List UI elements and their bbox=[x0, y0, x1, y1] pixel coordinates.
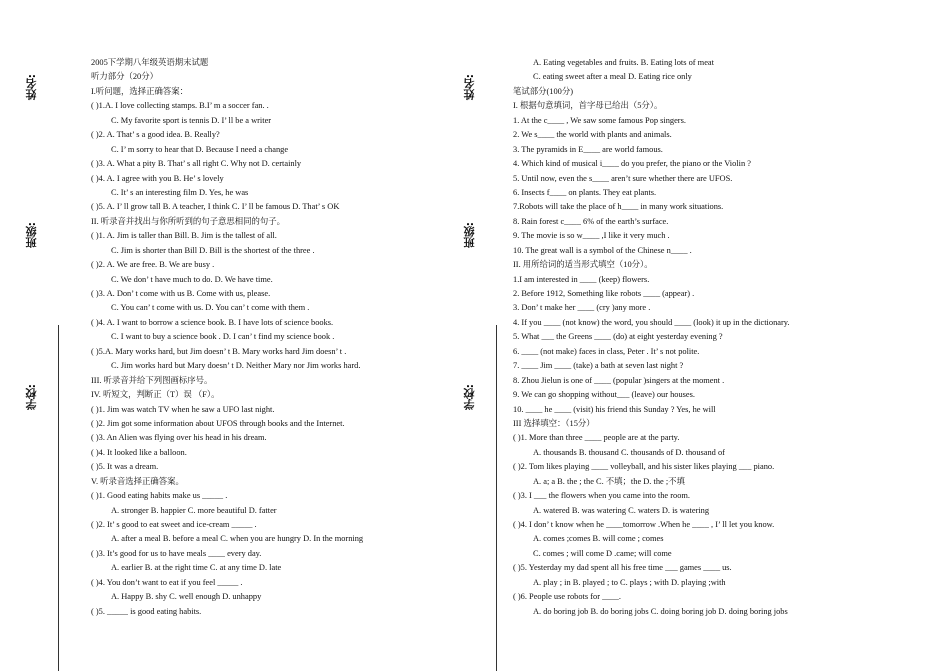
left-column-line: C. We don’ t have much to do. D. We have time. bbox=[111, 274, 273, 284]
class-label-right: 班级: bbox=[463, 222, 476, 249]
left-column-line: 听力部分（20分） bbox=[91, 72, 158, 82]
left-column-line: ( )1. Good eating habits make us _____ . bbox=[91, 491, 228, 501]
left-column-line: ( )5.A. Mary works hard, but Jim doesn’ t B. Mary works hard Jim doesn’ t . bbox=[91, 346, 347, 356]
left-column-line: C. It’ s an interesting film D. Yes, he was bbox=[111, 187, 249, 197]
left-column-line: ( )1.A. I love collecting stamps. B.I’ m a soccer fan. . bbox=[91, 101, 269, 111]
right-column-line: 10. ____ he ____ (visit) his friend this Sunday ? Yes, he will bbox=[513, 404, 716, 414]
right-column-line: 4. If you ____ (not know) the word, you should ____ (look) it up in the dictionary. bbox=[513, 317, 790, 327]
left-column-line: C. You can’ t come with us. D. You can’ t come with them . bbox=[111, 303, 310, 313]
left-column-line: C. My favorite sport is tennis D. I’ ll be a writer bbox=[111, 115, 272, 125]
left-column-line: A. stronger B. happier C. more beautiful D. fatter bbox=[111, 505, 277, 515]
right-column-line: 7.Robots will take the place of h____ in many work situations. bbox=[513, 202, 724, 212]
right-column-line: 3. The pyramids in E____ are world famous. bbox=[513, 144, 663, 154]
left-column-line: ( )4. You don’t want to eat if you feel _____ . bbox=[91, 577, 243, 587]
left-column-line: ( )4. It looked like a balloon. bbox=[91, 447, 187, 457]
right-column-line: 1.I am interested in ____ (keep) flowers. bbox=[513, 274, 650, 284]
right-column-line: ( )2. Tom likes playing ____ volleyball, and his sister likes playing ___ piano. bbox=[513, 462, 775, 472]
left-column bbox=[91, 56, 441, 619]
right-column-line: A. Eating vegetables and fruits. B. Eating lots of meat bbox=[533, 58, 714, 67]
class-label: 班级: bbox=[25, 222, 38, 249]
right-column-line: ( )4. I don’ t know when he ____tomorrow .When he ____ , I’ ll let you know. bbox=[513, 520, 775, 529]
right-column-line: A. comes ;comes B. will come ; comes bbox=[533, 534, 664, 544]
name-label: 姓名: bbox=[25, 74, 38, 101]
right-column-line: 10. The great wall is a symbol of the Chinese n____ . bbox=[513, 245, 692, 255]
right-column-line: 笔试部分(100分) bbox=[513, 86, 574, 96]
right-column-line: 9. The movie is so w____ ,I like it very much . bbox=[513, 231, 670, 241]
left-column-line: A. Happy B. shy C. well enough D. unhappy bbox=[111, 592, 262, 602]
left-column-line: ( )2. A. That’ s a good idea. B. Really? bbox=[91, 130, 220, 140]
right-column-line: ( )6. People use robots for ____. bbox=[513, 592, 621, 602]
right-column-line: 5. What ___ the Greens ____ (do) at eight yesterday evening ? bbox=[513, 332, 723, 342]
left-column-line: ( )4. A. I agree with you B. He’ s lovely bbox=[91, 173, 224, 183]
left-column-line: ( )4. A. I want to borrow a science book. B. I have lots of science books. bbox=[91, 317, 334, 327]
right-column-line: 2. Before 1912, Something like robots ____ (appear) . bbox=[513, 289, 695, 298]
left-column-line: ( )3. An Alien was flying over his head in his dream. bbox=[91, 433, 267, 443]
left-column-line: II. 听录音并找出与你所听到的句子意思相同的句子。 bbox=[91, 216, 286, 226]
left-column-line: C. Jim is shorter than Bill D. Bill is the shortest of the three . bbox=[111, 245, 315, 255]
right-column-line: A. thousands B. thousand C. thousands of D. thousand of bbox=[533, 447, 725, 457]
right-column-line: ( )3. I ___ the flowers when you came into the room. bbox=[513, 491, 690, 501]
school-label-right: 学校: bbox=[463, 384, 476, 411]
left-column-line: ( )2. It’ s good to eat sweet and ice-cream _____ . bbox=[91, 520, 257, 529]
left-column-line: ( )1. Jim was watch TV when he saw a UFO last night. bbox=[91, 404, 275, 414]
right-column-line: III 选择填空：（15分） bbox=[513, 418, 595, 428]
left-column-line: I.听问题，选择正确答案： bbox=[91, 86, 189, 96]
right-column-line: 8. Rain forest c____ 6% of the earth’s surface. bbox=[513, 216, 669, 226]
left-column-line: 2005下学期八年级英语期末试题 bbox=[91, 58, 209, 67]
right-column-line: 4. Which kind of musical i____ do you prefer, the piano or the Violin ? bbox=[513, 159, 751, 169]
left-column-line: V. 听录音选择正确答案。 bbox=[91, 476, 184, 486]
right-column-line: 1. At the c____ , We saw some famous Pop singers. bbox=[513, 115, 686, 125]
right-column-line: A. a; a B. the ; the C. 不填；the D. the ;不填 bbox=[533, 476, 685, 486]
left-column-line: C. I want to buy a science book . D. I can’ t find my science book . bbox=[111, 332, 335, 342]
left-column-line: ( )3. It’s good for us to have meals ____ every day. bbox=[91, 548, 262, 558]
right-column-line: C. eating sweet after a meal D. Eating rice only bbox=[533, 72, 692, 82]
left-column-line: ( )2. A. We are free. B. We are busy . bbox=[91, 260, 215, 270]
right-column-line: 7. ____ Jim ____ (take) a bath at seven last night ? bbox=[513, 361, 684, 371]
right-column-line: C. comes ; will come D .came; will come bbox=[533, 548, 672, 558]
right-column-line: 9. We can go shopping without___ (leave) our houses. bbox=[513, 390, 695, 400]
right-column-line: I. 根据句意填词，首字母已给出（5分）。 bbox=[513, 101, 663, 111]
right-column-line: 6. ____ (not make) faces in class, Peter . It’ s not polite. bbox=[513, 346, 700, 356]
right-column-line: 8. Zhou Jielun is one of ____ (popular )singers at the moment . bbox=[513, 375, 725, 385]
left-column-line: ( )1. A. Jim is taller than Bill. B. Jim is the tallest of all. bbox=[91, 231, 277, 241]
right-margin-line bbox=[496, 325, 497, 671]
left-column-line: ( )5. It was a dream. bbox=[91, 462, 159, 472]
right-column-line: 5. Until now, even the s____ aren’t sure whether there are UFOS. bbox=[513, 173, 733, 183]
right-column-line: A. do boring job B. do boring jobs C. doing boring job D. doing boring jobs bbox=[533, 606, 788, 616]
left-column-line: C. Jim works hard but Mary doesn’ t D. Neither Mary nor Jim works hard. bbox=[111, 361, 361, 371]
left-column-line: ( )5. A. I’ ll grow tall B. A teacher, I think C. I’ ll be famous D. That’ s OK bbox=[91, 202, 340, 212]
right-column-line: ( )1. More than three ____ people are at the party. bbox=[513, 433, 680, 443]
right-column-line: A. play ; in B. played ; to C. plays ; with D. playing ;with bbox=[533, 577, 726, 587]
left-column-line: ( )2. Jim got some information about UFOS through books and the Internet. bbox=[91, 418, 345, 428]
left-column-line: C. I’ m sorry to hear that D. Because I need a change bbox=[111, 144, 289, 154]
right-column-line: ( )5. Yesterday my dad spent all his free time ___ games ____ us. bbox=[513, 563, 732, 573]
right-column bbox=[513, 56, 943, 619]
right-column-line: II. 用所给词的适当形式填空（10分）。 bbox=[513, 260, 653, 270]
left-column-line: IV. 听短文，判断正（T）误 （F）。 bbox=[91, 390, 220, 400]
left-column-line: A. earlier B. at the right time C. at any time D. late bbox=[111, 563, 282, 573]
right-column-line: A. watered B. was watering C. waters D. is watering bbox=[533, 505, 710, 515]
left-margin-line bbox=[58, 325, 59, 671]
right-column-line: 2. We s____ the world with plants and animals. bbox=[513, 130, 672, 140]
right-column-line: 6. Insects f____ on plants. They eat plants. bbox=[513, 187, 657, 197]
left-column-line: A. after a meal B. before a meal C. when you are hungry D. In the morning bbox=[111, 534, 364, 544]
name-label-right: 姓名: bbox=[463, 74, 476, 101]
right-column-line: 3. Don’ t make her ____ (cry )any more . bbox=[513, 303, 651, 313]
left-column-line: ( )5. _____ is good eating habits. bbox=[91, 606, 202, 616]
left-column-line: ( )3. A. What a pity B. That’ s all right C. Why not D. certainly bbox=[91, 159, 302, 169]
left-column-line: ( )3. A. Don’ t come with us B. Come with us, please. bbox=[91, 289, 271, 298]
school-label: 学校: bbox=[25, 384, 38, 411]
left-column-line: III. 听录音并给下列图画标序号。 bbox=[91, 375, 213, 385]
